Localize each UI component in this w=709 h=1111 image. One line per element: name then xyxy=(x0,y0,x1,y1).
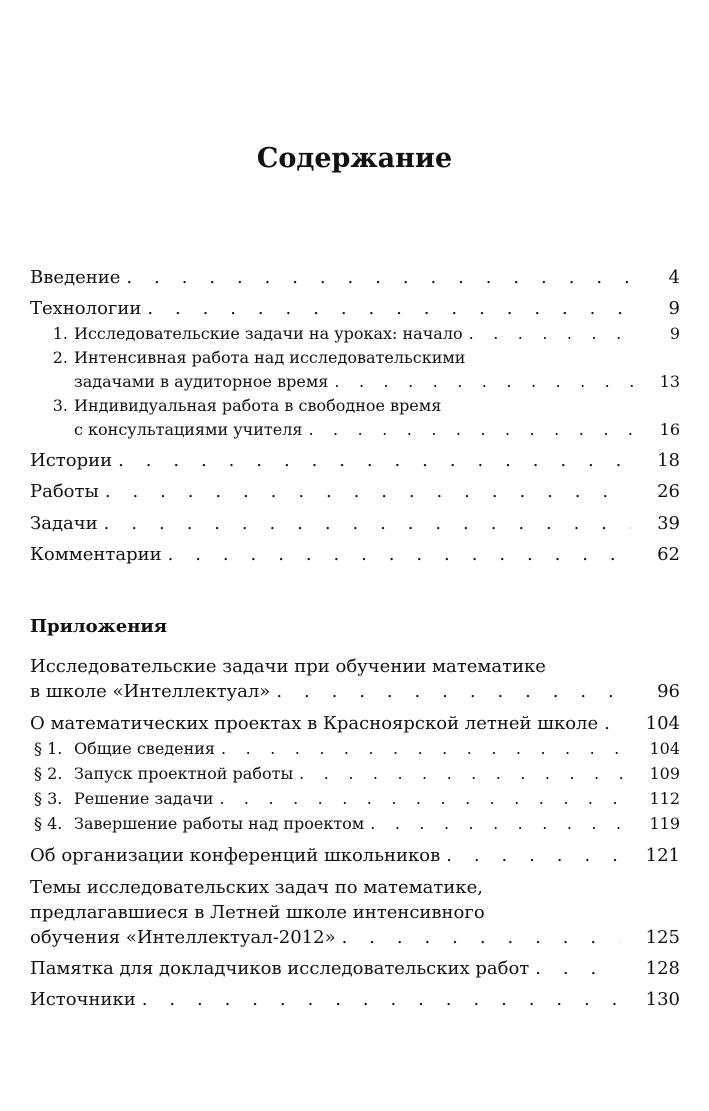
toc-appendix-conferences[interactable] xyxy=(30,843,680,868)
toc-section-3[interactable] xyxy=(30,787,680,811)
toc-page-number: 128 xyxy=(645,958,680,979)
toc-subentry-3[interactable] xyxy=(30,394,680,442)
toc-entry-title: Технологии xyxy=(30,298,142,319)
toc-page-number: 109 xyxy=(649,764,680,783)
dot-leader xyxy=(120,265,634,290)
toc-entry-introduction[interactable] xyxy=(30,265,680,290)
dot-leader xyxy=(293,762,623,786)
toc-page-number: 16 xyxy=(659,420,680,439)
toc-page-number: 119 xyxy=(649,814,680,833)
toc-entry-title-line1: Индивидуальная работа в свободное время xyxy=(74,396,442,415)
toc-section-2[interactable] xyxy=(30,762,680,786)
toc-page-number: 104 xyxy=(645,713,680,734)
toc-section-number: § 2. xyxy=(34,764,63,783)
toc-entry-title: Исследовательские задачи на уроках: начало xyxy=(74,324,463,343)
toc-page-number: 130 xyxy=(645,989,680,1010)
toc-page-number: 9 xyxy=(669,324,680,343)
toc-entry-title: Об организации конференций школьников xyxy=(30,845,441,866)
toc-section-number: § 4. xyxy=(34,814,63,833)
dot-leader xyxy=(440,843,619,868)
toc-entry-title: Задачи xyxy=(30,513,98,534)
toc-entry-title-line2: предлагавшиеся в Летней школе интенсивного xyxy=(30,902,485,923)
toc-page-number: 39 xyxy=(657,513,680,534)
toc-appendix-research-tasks[interactable] xyxy=(30,654,680,704)
toc-entry-works[interactable] xyxy=(30,479,680,504)
toc-page-number: 104 xyxy=(649,739,680,758)
appendix-heading: Приложения xyxy=(30,616,168,637)
toc-appendix-memo[interactable] xyxy=(30,956,680,981)
dot-leader xyxy=(336,925,620,950)
toc-item-number: 3. xyxy=(52,396,68,415)
toc-page-number: 26 xyxy=(657,481,680,502)
toc-page-number: 96 xyxy=(657,681,680,702)
toc-entry-title: Комментарии xyxy=(30,544,162,565)
dot-leader xyxy=(213,787,623,811)
toc-entry-stories[interactable] xyxy=(30,448,680,473)
toc-section-number: § 3. xyxy=(34,789,63,808)
toc-subentry-2[interactable] xyxy=(30,346,680,394)
dot-leader xyxy=(270,679,631,704)
toc-entry-title-line1: Темы исследовательских задач по математике, xyxy=(30,877,483,898)
toc-appendix-topics[interactable] xyxy=(30,875,680,950)
dot-leader xyxy=(215,737,623,761)
dot-leader xyxy=(302,418,633,442)
dot-leader xyxy=(463,322,634,346)
dot-leader xyxy=(529,956,619,981)
toc-page-number: 9 xyxy=(668,298,680,319)
toc-subentry-1[interactable] xyxy=(30,322,680,346)
toc-entry-title: Завершение работы над проектом xyxy=(74,814,365,833)
toc-page-number: 13 xyxy=(659,372,680,391)
toc-entry-title: Памятка для докладчиков исследовательских работ xyxy=(30,958,530,979)
toc-page-number: 112 xyxy=(649,789,680,808)
toc-entry-title-line2: задачами в аудиторное время xyxy=(74,372,329,391)
dot-leader xyxy=(136,987,620,1012)
dot-leader xyxy=(598,711,620,736)
toc-entry-title-line1: Интенсивная работа над исследовательскими xyxy=(74,348,466,367)
dot-leader xyxy=(141,296,634,321)
toc-entry-title: Истории xyxy=(30,450,113,471)
toc-section-4[interactable] xyxy=(30,812,680,836)
toc-entry-title-line3: обучения «Интеллектуал-2012» xyxy=(30,927,336,948)
toc-entry-title-line2: в школе «Интеллектуал» xyxy=(30,681,271,702)
toc-entry-title: Запуск проектной работы xyxy=(74,764,294,783)
toc-entry-comments[interactable] xyxy=(30,542,680,567)
toc-item-number: 1. xyxy=(52,324,68,343)
toc-entry-title: Общие сведения xyxy=(74,739,216,758)
toc-appendix-projects[interactable] xyxy=(30,711,680,736)
toc-section-number: § 1. xyxy=(34,739,63,758)
toc-page-number: 125 xyxy=(645,927,680,948)
dot-leader xyxy=(98,511,631,536)
toc-entry-title: Решение задачи xyxy=(74,789,214,808)
toc-entry-title: Введение xyxy=(30,267,121,288)
toc-entry-tasks[interactable] xyxy=(30,511,680,536)
dot-leader xyxy=(364,812,623,836)
toc-page-number: 4 xyxy=(668,267,680,288)
toc-page-number: 62 xyxy=(657,544,680,565)
toc-entry-title: Источники xyxy=(30,989,136,1010)
dot-leader xyxy=(328,370,633,394)
toc-appendix-sources[interactable] xyxy=(30,987,680,1012)
page-title: Содержание xyxy=(256,143,453,174)
dot-leader xyxy=(162,542,631,567)
toc-entry-title-line1: Исследовательские задачи при обучении математике xyxy=(30,656,546,677)
toc-page-number: 18 xyxy=(657,450,680,471)
toc-item-number: 2. xyxy=(52,348,68,367)
dot-leader xyxy=(112,448,631,473)
toc-entry-title: Работы xyxy=(30,481,99,502)
toc-entry-title-line2: с консультациями учителя xyxy=(74,420,303,439)
toc-entry-title: О математических проектах в Красноярской летней школе xyxy=(30,713,599,734)
dot-leader xyxy=(99,479,631,504)
toc-section-1[interactable] xyxy=(30,737,680,761)
toc-entry-technologies[interactable] xyxy=(30,296,680,321)
toc-page-number: 121 xyxy=(645,845,680,866)
